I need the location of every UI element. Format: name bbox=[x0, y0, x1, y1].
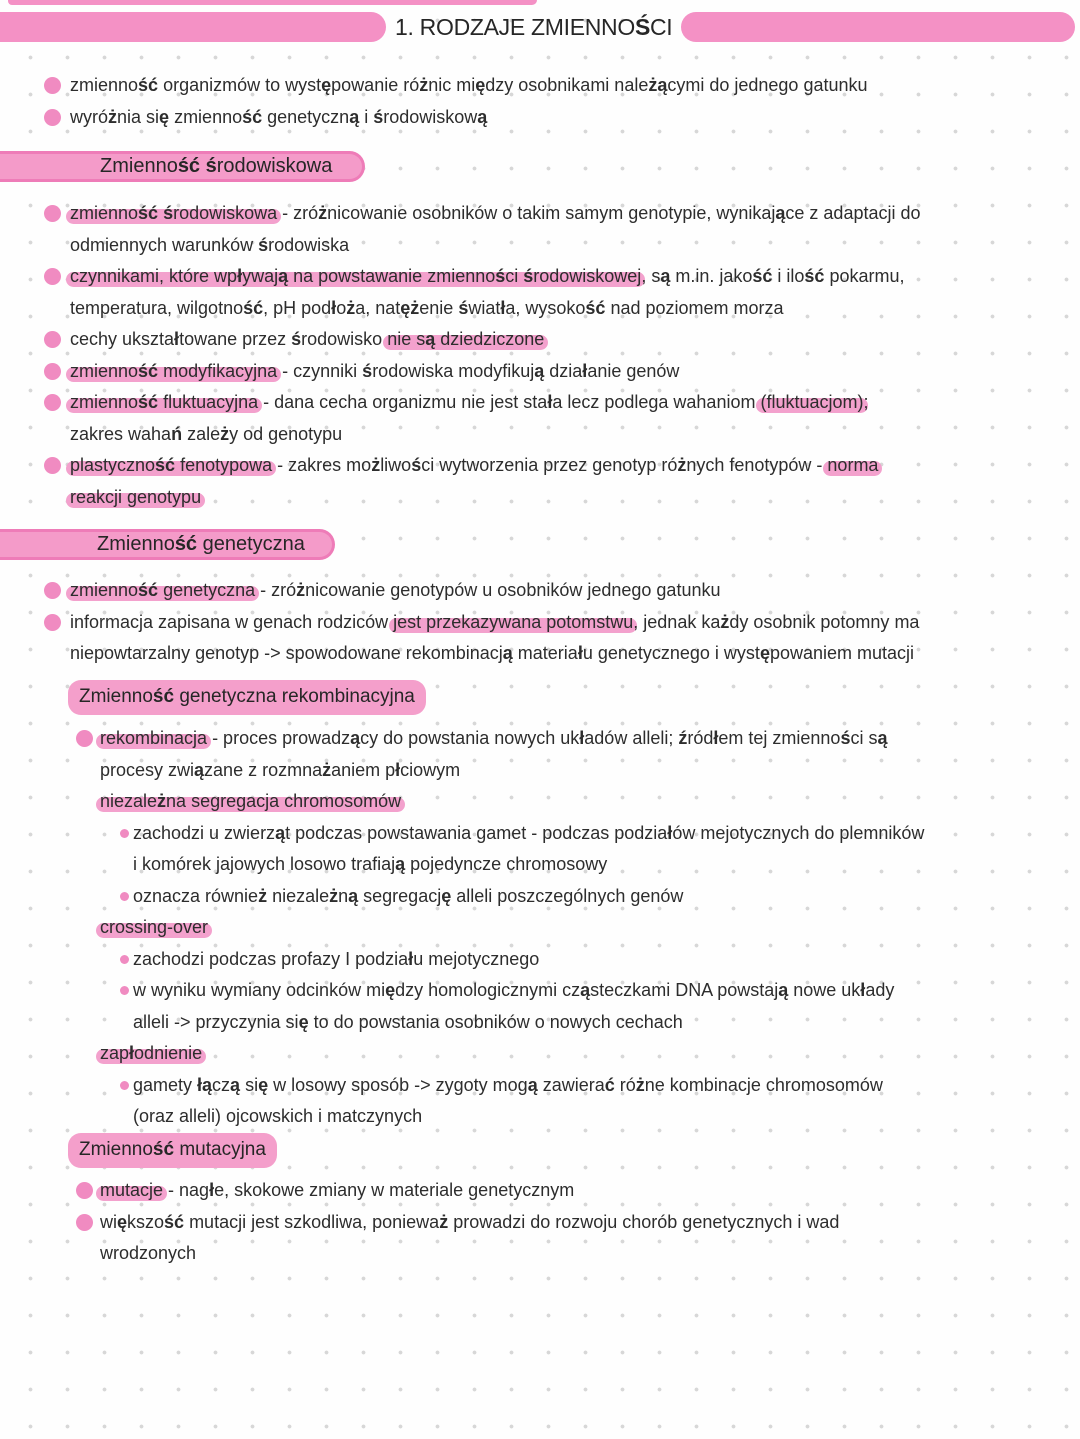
note-text: ; bbox=[863, 392, 869, 412]
bullet-dot bbox=[76, 1182, 93, 1199]
sub-subsection-heading-row bbox=[100, 1038, 1080, 1070]
bullet-text bbox=[133, 980, 894, 1032]
subsection-heading-row bbox=[68, 1133, 1080, 1169]
highlighted-text: zmienność modyfikacyjna bbox=[70, 360, 278, 381]
bullet-dot bbox=[44, 109, 61, 126]
subsection-heading: Zmienność mutacyjna bbox=[68, 1133, 277, 1169]
subsection-heading-row bbox=[68, 680, 1080, 716]
section-heading-text: Zmienność genetyczna bbox=[97, 532, 305, 555]
highlighted-text: jest przekazywana potomstwu bbox=[393, 611, 634, 632]
section-heading-pill bbox=[0, 529, 335, 560]
note-bullet-item bbox=[0, 575, 1080, 607]
note-bullet-item bbox=[0, 723, 1080, 786]
bullet-text bbox=[133, 1075, 883, 1127]
note-bullet-item bbox=[0, 881, 1080, 913]
note-bullet-item bbox=[0, 975, 1080, 1038]
note-text: zakres wahań zależy od genotypu bbox=[70, 423, 343, 444]
note-text: informacja zapisana w genach rodziców bbox=[70, 611, 394, 632]
note-text: zachodzi u zwierząt podczas powstawania gamet - podczas podziałów mejotycznych do plemników bbox=[133, 822, 925, 843]
note-text: , są m.in. jakość i ilość pokarmu, bbox=[641, 266, 905, 286]
note-text: - nagłe, skokowe zmiany w materiale genetycznym bbox=[163, 1180, 575, 1200]
title-decoration-bar-left bbox=[0, 12, 386, 42]
highlighted-text: zmienność fluktuacyjna bbox=[70, 392, 259, 412]
note-text: - zróżnicowanie osobników o takim samym genotypie, wynikające z adaptacji do bbox=[277, 203, 921, 223]
note-bullet-item bbox=[0, 450, 1080, 513]
bullet-text bbox=[70, 75, 868, 95]
bullet-dot bbox=[44, 205, 61, 222]
highlighted-text: czynnikami, które wpływają na powstawanie zmienności środowiskowej bbox=[70, 266, 642, 286]
highlighted-text: norma bbox=[827, 455, 879, 475]
sub-subsection-heading-row bbox=[100, 786, 1080, 818]
note-text: odmiennych warunków środowiska bbox=[70, 234, 350, 255]
bullet-text bbox=[70, 266, 905, 318]
section-heading-pill bbox=[0, 151, 365, 182]
note-text: - dana cecha organizmu nie jest stała lecz podlega wahaniom bbox=[258, 392, 761, 412]
top-highlight-strip bbox=[8, 0, 537, 5]
highlighted-text: plastyczność fenotypowa bbox=[70, 455, 273, 475]
bullet-dot bbox=[120, 1081, 129, 1090]
bullet-text bbox=[100, 728, 887, 780]
bullet-dot bbox=[120, 955, 129, 964]
note-bullet-item bbox=[0, 387, 1080, 450]
bullet-text bbox=[100, 1212, 839, 1264]
sub-subsection-heading: crossing-over bbox=[100, 917, 209, 937]
sub-subsection-heading-row bbox=[100, 912, 1080, 944]
note-text: większość mutacji jest szkodliwa, ponieważ prowadzi do rozwoju chorób genetycznych i wad bbox=[100, 1211, 840, 1232]
note-text: cechy ukształtowane przez środowisko bbox=[70, 329, 388, 349]
bullet-text bbox=[70, 612, 919, 664]
highlighted-text: (fluktuacjom) bbox=[760, 392, 864, 412]
bullet-dot bbox=[120, 986, 129, 995]
bullet-dot bbox=[44, 331, 61, 348]
sub-subsection-heading: zapłodnienie bbox=[100, 1043, 203, 1063]
note-text: - proces prowadzący do powstania nowych układów alleli; źródłem tej zmienności są bbox=[207, 728, 888, 748]
bullet-dot bbox=[44, 614, 61, 631]
bullet-text bbox=[70, 203, 921, 255]
note-bullet-item bbox=[0, 102, 1080, 134]
note-bullet-item bbox=[0, 198, 1080, 261]
bullet-text bbox=[70, 392, 869, 444]
bullet-text bbox=[70, 107, 487, 127]
note-bullet-item bbox=[0, 607, 1080, 670]
note-text: wrodzonych bbox=[100, 1243, 197, 1263]
sub-subsection-heading: niezależna segregacja chromosomów bbox=[100, 791, 402, 811]
highlighted-text: zmienność genetyczna bbox=[70, 580, 256, 600]
highlighted-text: zmienność środowiskowa bbox=[70, 203, 278, 223]
highlighted-text: mutacje bbox=[100, 1180, 164, 1200]
page-title: 1. RODZAJE ZMIENNOŚCI bbox=[395, 13, 673, 40]
note-text: niepowtarzalny genotyp -> spowodowane rekombinacją materiału genetycznego i występowaniem mutacji bbox=[70, 643, 915, 663]
highlighted-text: reakcji genotypu bbox=[70, 486, 202, 507]
bullet-dot bbox=[44, 582, 61, 599]
note-text: oznacza również niezależną segregację alleli poszczególnych genów bbox=[133, 885, 684, 906]
note-bullet-item bbox=[0, 1207, 1080, 1270]
notes-content bbox=[0, 70, 1080, 1270]
bullet-text bbox=[133, 823, 924, 875]
note-text: w wyniku wymiany odcinków między homologicznymi cząsteczkami DNA powstają nowe układy bbox=[133, 980, 895, 1000]
note-bullet-item bbox=[0, 818, 1080, 881]
bullet-dot bbox=[76, 730, 93, 747]
section-heading-text: Zmienność środowiskowa bbox=[100, 154, 333, 177]
bullet-text bbox=[100, 1180, 574, 1200]
note-text: (oraz alleli) ojcowskich i matczynych bbox=[133, 1106, 423, 1126]
note-text: temperatura, wilgotność, pH podłoża, natężenie światła, wysokość nad poziomem morza bbox=[70, 297, 784, 318]
note-bullet-item bbox=[0, 1070, 1080, 1133]
note-text: , jednak każdy osobnik potomny ma bbox=[633, 611, 920, 632]
bullet-text bbox=[70, 455, 878, 507]
bullet-dot bbox=[44, 457, 61, 474]
note-text: wyróżnia się zmienność genetyczną i środowiskową bbox=[70, 106, 488, 127]
note-bullet-item bbox=[0, 944, 1080, 976]
bullet-dot bbox=[44, 77, 61, 94]
bullet-dot bbox=[44, 394, 61, 411]
highlighted-text: nie są dziedziczone bbox=[387, 329, 545, 349]
note-bullet-item bbox=[0, 261, 1080, 324]
note-text: procesy związane z rozmnażaniem płciowym bbox=[100, 759, 461, 780]
note-text: alleli -> przyczynia się to do powstania osobników o nowych cechach bbox=[133, 1011, 683, 1032]
bullet-dot bbox=[76, 1214, 93, 1231]
bullet-dot bbox=[44, 268, 61, 285]
bullet-dot bbox=[120, 892, 129, 901]
note-text: - czynniki środowiska modyfikują działanie genów bbox=[277, 360, 680, 381]
note-text: gamety łączą się w losowy sposób -> zygoty mogą zawierać różne kombinacje chromosomów bbox=[133, 1074, 883, 1095]
note-text: zmienność organizmów to występowanie różnic między osobnikami należącymi do jednego gatunku bbox=[70, 75, 868, 95]
bullet-text bbox=[133, 949, 539, 969]
note-bullet-item bbox=[0, 356, 1080, 388]
title-decoration-bar-right bbox=[681, 12, 1075, 42]
title-row bbox=[0, 0, 1080, 42]
bullet-text bbox=[70, 580, 720, 600]
note-bullet-item bbox=[0, 1175, 1080, 1207]
subsection-heading: Zmienność genetyczna rekombinacyjna bbox=[68, 680, 426, 716]
note-bullet-item bbox=[0, 70, 1080, 102]
bullet-text bbox=[70, 361, 679, 381]
note-text: i komórek jajowych losowo trafiają pojedyncze chromosowy bbox=[133, 854, 608, 874]
note-text: - zakres możliwości wytworzenia przez genotyp różnych fenotypów - bbox=[272, 455, 828, 475]
note-text: - zróżnicowanie genotypów u osobników jednego gatunku bbox=[255, 580, 721, 600]
bullet-dot bbox=[44, 363, 61, 380]
highlighted-text: rekombinacja bbox=[100, 728, 208, 748]
bullet-dot bbox=[120, 829, 129, 838]
note-bullet-item bbox=[0, 324, 1080, 356]
note-text: zachodzi podczas profazy I podziału mejotycznego bbox=[133, 948, 540, 969]
bullet-text bbox=[133, 886, 683, 906]
bullet-text bbox=[70, 329, 544, 349]
